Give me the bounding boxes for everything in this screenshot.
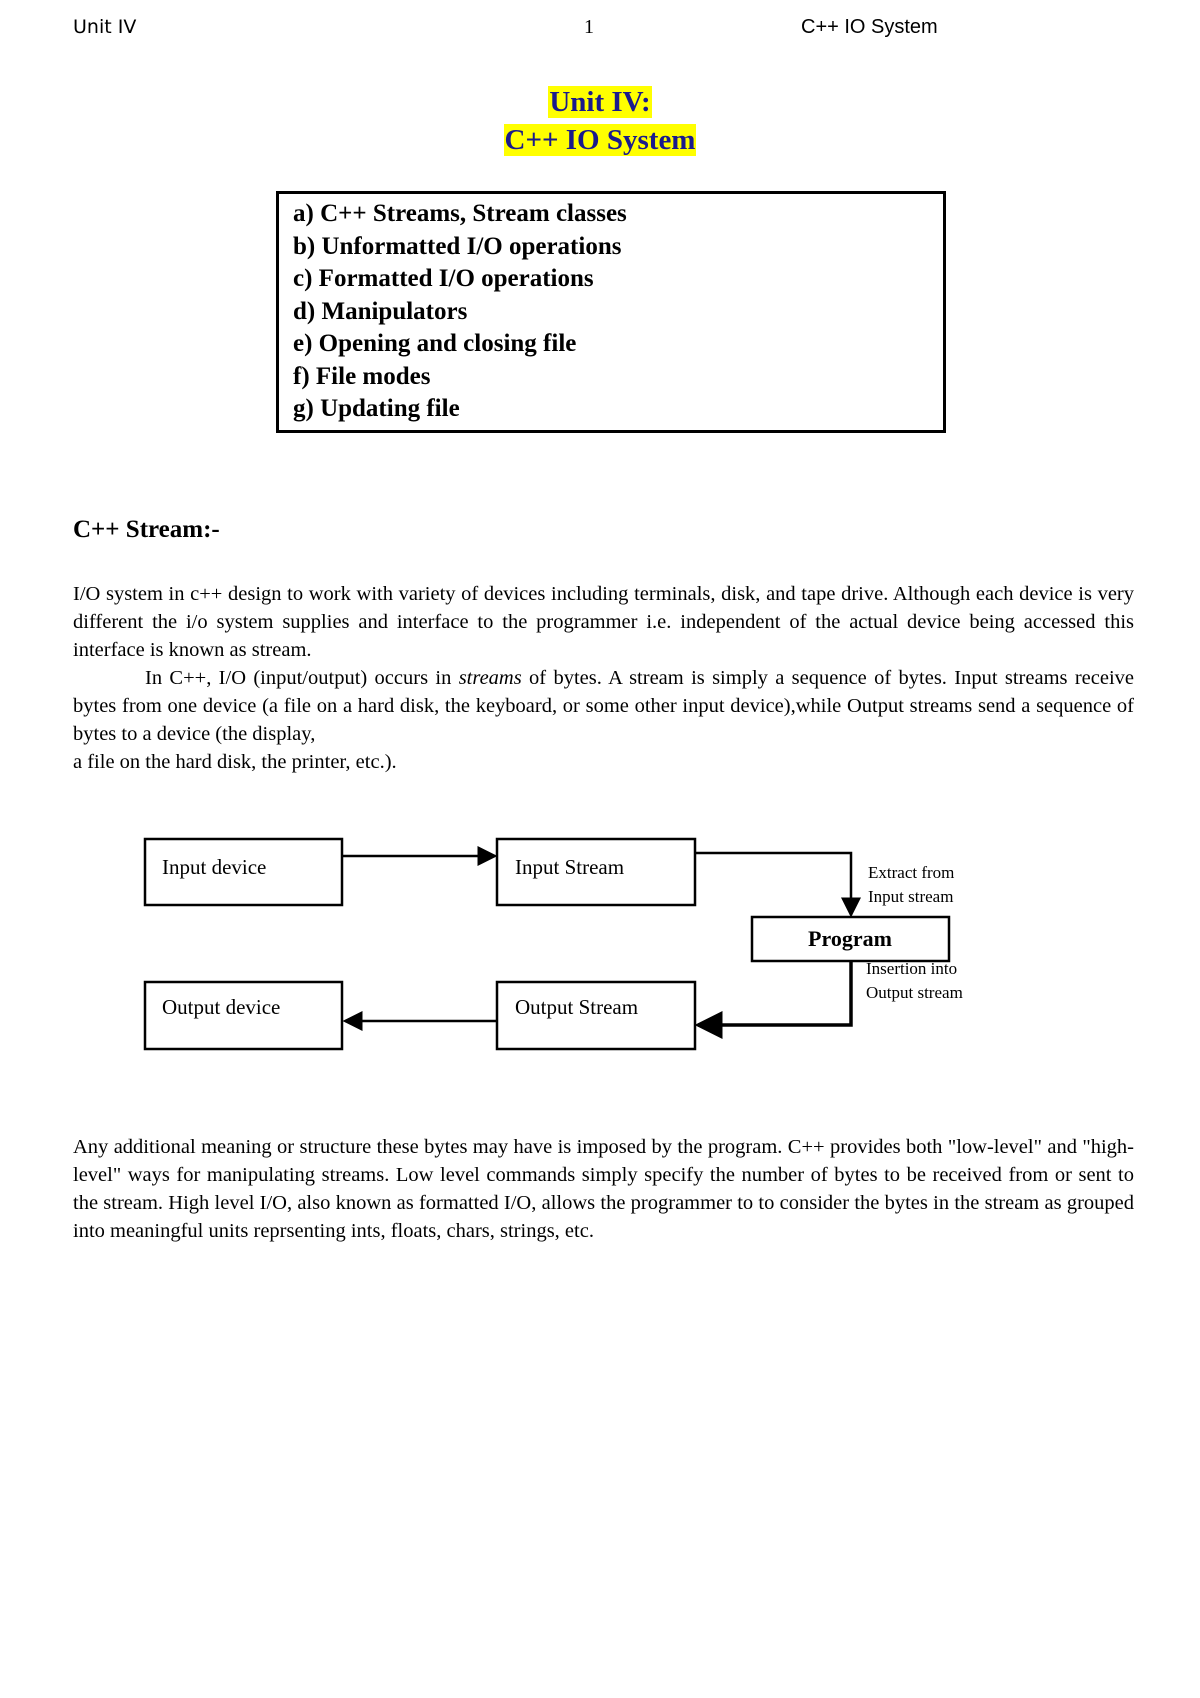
paragraph: a file on the hard disk, the printer, etc.). (73, 751, 397, 773)
topic-item: g) Updating file (293, 395, 460, 422)
title-line-2: C++ IO System (504, 124, 696, 156)
topic-item: e) Opening and closing file (293, 330, 577, 357)
insertion-label: Insertion into (866, 959, 958, 978)
paragraph: In C++, I/O (input/output) occurs in streams of bytes. A stream is simply a sequence of bytes. Input streams receive bytes from one device (a file on a hard disk, the keyboard, or some other input device),while Output streams send a sequence of bytes to a device (the display, (73, 667, 1135, 745)
io-stream-diagram (0, 820, 1200, 1080)
extract-label: Input stream (868, 887, 954, 906)
topics-box (276, 191, 946, 433)
header-right: C++ IO System (801, 16, 938, 38)
intro-paragraphs (73, 580, 1134, 776)
paragraph: I/O system in c++ design to work with variety of devices including terminals, disk, and tape drive. Although each device is very different the i/o system supplies and interface to the programmer i.e. independent of the actual device being accessed this interface is known as stream. (73, 583, 1134, 661)
topic-item: f) File modes (293, 362, 431, 390)
closing-paragraph: Any additional meaning or structure these bytes may have is imposed by the program. C++ provides both "low-level" and "high-level" ways for manipulating streams. Low level commands simply specify the number of bytes to be received from or sent to the stream. High level I/O, also known as formatted I/O, allows the programmer to to consider the bytes in the stream as grouped into meaningful units reprsenting ints, floats, chars, strings, etc. (73, 1136, 1134, 1242)
output-stream-label: Output Stream (515, 995, 639, 1019)
arrow-stream-to-program (695, 853, 851, 915)
topic-item: d) Manipulators (293, 297, 468, 325)
arrow-program-to-stream (698, 961, 851, 1025)
title-line-1: Unit IV: (549, 86, 651, 118)
program-label: Program (808, 926, 892, 951)
output-device-label: Output device (162, 995, 281, 1019)
input-stream-label: Input Stream (515, 855, 625, 879)
section-heading: C++ Stream:- (73, 516, 220, 543)
header-left: Unit IV (73, 16, 137, 38)
input-device-label: Input device (162, 855, 267, 879)
page-number: 1 (584, 16, 594, 38)
insertion-label: Output stream (866, 983, 963, 1002)
topic-item: b) Unformatted I/O operations (293, 232, 622, 260)
topic-item: c) Formatted I/O operations (293, 265, 594, 292)
extract-label: Extract from (868, 863, 955, 882)
topic-item: a) C++ Streams, Stream classes (293, 200, 627, 227)
